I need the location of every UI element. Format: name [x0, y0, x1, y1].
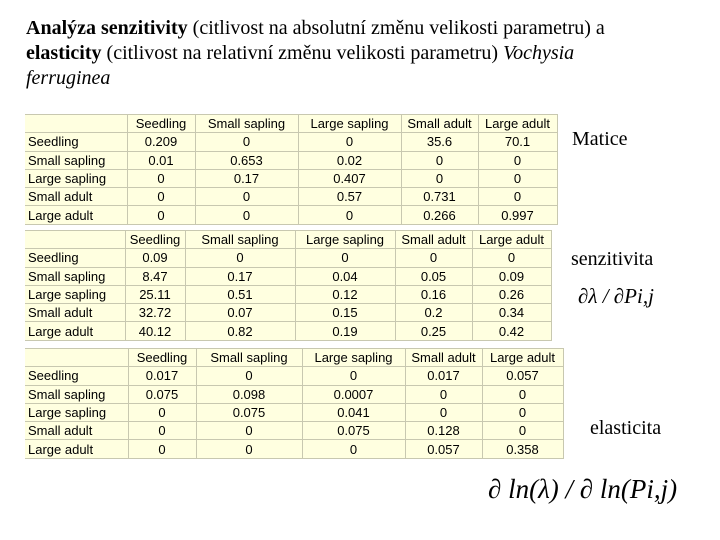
table-cell: 0.16 [395, 285, 472, 303]
table-cell: 70.1 [478, 133, 557, 151]
row-label: Large sapling [25, 169, 127, 187]
table-row [25, 322, 551, 340]
table-cell: 0 [196, 367, 302, 385]
table-cell: 0 [482, 385, 563, 403]
column-header: Seedling [125, 231, 185, 249]
table-row [25, 151, 557, 169]
row-label: Large adult [25, 440, 128, 458]
table-cell: 0 [302, 440, 405, 458]
table-cell: 0.057 [482, 367, 563, 385]
table-cell: 0 [196, 440, 302, 458]
table-cell: 0.04 [295, 267, 395, 285]
column-header: Large sapling [298, 115, 401, 133]
table-cell: 0.05 [395, 267, 472, 285]
table-cell: 0.0007 [302, 385, 405, 403]
table-cell: 0 [478, 169, 557, 187]
matrix-table [25, 114, 558, 225]
column-header: Seedling [127, 115, 195, 133]
table-cell: 0.25 [395, 322, 472, 340]
row-label: Seedling [25, 367, 128, 385]
column-header: Small adult [401, 115, 478, 133]
table-cell: 0 [482, 403, 563, 421]
row-label: Small adult [25, 188, 127, 206]
table-cell: 0.07 [185, 304, 295, 322]
table-cell: 0.075 [196, 403, 302, 421]
row-label: Large adult [25, 206, 127, 224]
table-cell: 0 [478, 151, 557, 169]
table-cell: 0.42 [472, 322, 551, 340]
column-header: Large adult [478, 115, 557, 133]
table-cell: 0.01 [127, 151, 195, 169]
table-row [25, 169, 557, 187]
table-cell: 0.041 [302, 403, 405, 421]
column-header: Small sapling [195, 115, 298, 133]
table-cell: 0.15 [295, 304, 395, 322]
table-row [25, 267, 551, 285]
column-header: Large adult [482, 349, 563, 367]
table-cell: 0.358 [482, 440, 563, 458]
column-header [25, 115, 127, 133]
sensitivity-formula: ∂λ / ∂Pi,j [578, 284, 654, 308]
table-row [25, 304, 551, 322]
table-cell: 0 [302, 367, 405, 385]
table-cell: 0 [185, 249, 295, 267]
table-cell: 0.26 [472, 285, 551, 303]
row-label: Small sapling [25, 267, 125, 285]
table-cell: 0.09 [125, 249, 185, 267]
table-cell: 0 [195, 133, 298, 151]
table-cell: 0 [478, 188, 557, 206]
table-row [25, 367, 563, 385]
sensitivity-label: senzitivita [571, 248, 654, 270]
table-cell: 0 [195, 206, 298, 224]
table-cell: 32.72 [125, 304, 185, 322]
table-cell: 0.209 [127, 133, 195, 151]
column-header: Large sapling [302, 349, 405, 367]
table-cell: 0.82 [185, 322, 295, 340]
row-label: Seedling [25, 133, 127, 151]
table-cell: 0 [298, 206, 401, 224]
table-cell: 0 [127, 188, 195, 206]
table-row [25, 385, 563, 403]
header-row [25, 349, 563, 367]
matrix-label: Matice [572, 128, 628, 150]
table-cell: 0.098 [196, 385, 302, 403]
column-header: Small sapling [185, 231, 295, 249]
table-cell: 0 [128, 403, 196, 421]
table-cell: 0.075 [302, 422, 405, 440]
table-cell: 0.19 [295, 322, 395, 340]
elasticity-formula: ∂ ln(λ) / ∂ ln(Pi,j) [488, 474, 678, 504]
elasticity-label: elasticita [590, 417, 662, 439]
row-label: Small sapling [25, 385, 128, 403]
table-cell: 40.12 [125, 322, 185, 340]
table-cell: 0.09 [472, 267, 551, 285]
column-header: Small adult [405, 349, 482, 367]
table-row [25, 285, 551, 303]
row-label: Small sapling [25, 151, 127, 169]
table-cell: 0.34 [472, 304, 551, 322]
table-cell: 0.02 [298, 151, 401, 169]
table-cell: 0 [128, 422, 196, 440]
column-header [25, 231, 125, 249]
table-cell: 0 [401, 169, 478, 187]
table-row [25, 206, 557, 224]
table-row [25, 422, 563, 440]
row-label: Small adult [25, 304, 125, 322]
row-label: Large sapling [25, 285, 125, 303]
table-cell: 0 [395, 249, 472, 267]
table-cell: 0.266 [401, 206, 478, 224]
table-cell: 0.075 [128, 385, 196, 403]
table-row [25, 403, 563, 421]
table-cell: 0.51 [185, 285, 295, 303]
elasticity-table [25, 348, 564, 459]
table-cell: 0.057 [405, 440, 482, 458]
table-cell: 0 [401, 151, 478, 169]
table-cell: 0.57 [298, 188, 401, 206]
table-cell: 0 [128, 440, 196, 458]
column-header: Large sapling [295, 231, 395, 249]
table-cell: 0 [127, 206, 195, 224]
table-cell: 0.128 [405, 422, 482, 440]
table-cell: 0.2 [395, 304, 472, 322]
table-cell: 25.11 [125, 285, 185, 303]
column-header: Small sapling [196, 349, 302, 367]
slide-title: Analýza senzitivity (citlivost na absolutní změnu velikosti parametru) a elasticity (citlivost na relativní změnu velikosti parametru) Vochysia ferruginea [26, 17, 605, 89]
table-cell: 35.6 [401, 133, 478, 151]
table-cell: 0 [405, 403, 482, 421]
table-cell: 0.407 [298, 169, 401, 187]
sensitivity-table [25, 230, 552, 341]
column-header: Seedling [128, 349, 196, 367]
table-cell: 8.47 [125, 267, 185, 285]
column-header [25, 349, 128, 367]
table-row [25, 440, 563, 458]
table-row [25, 188, 557, 206]
table-row [25, 249, 551, 267]
table-cell: 0.997 [478, 206, 557, 224]
table-cell: 0 [298, 133, 401, 151]
header-row [25, 231, 551, 249]
table-cell: 0.17 [195, 169, 298, 187]
column-header: Small adult [395, 231, 472, 249]
table-cell: 0.17 [185, 267, 295, 285]
row-label: Large adult [25, 322, 125, 340]
table-cell: 0 [127, 169, 195, 187]
table-cell: 0 [295, 249, 395, 267]
table-cell: 0 [195, 188, 298, 206]
header-row [25, 115, 557, 133]
table-cell: 0 [405, 385, 482, 403]
table-cell: 0.653 [195, 151, 298, 169]
table-cell: 0 [196, 422, 302, 440]
table-cell: 0.731 [401, 188, 478, 206]
table-row [25, 133, 557, 151]
table-cell: 0.12 [295, 285, 395, 303]
column-header: Large adult [472, 231, 551, 249]
table-cell: 0 [482, 422, 563, 440]
row-label: Small adult [25, 422, 128, 440]
table-cell: 0.017 [128, 367, 196, 385]
row-label: Large sapling [25, 403, 128, 421]
table-cell: 0.017 [405, 367, 482, 385]
table-cell: 0 [472, 249, 551, 267]
row-label: Seedling [25, 249, 125, 267]
